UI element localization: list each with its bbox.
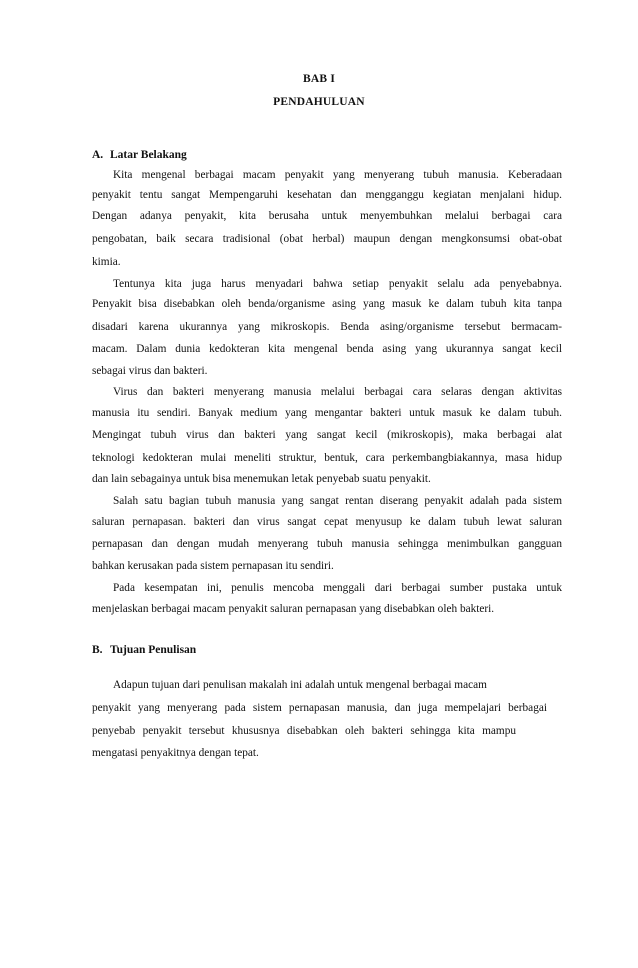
paragraph-line: penyebab penyakit tersebut khususnya disebabkan oleh bakteri sehingga kita mampu <box>92 725 516 737</box>
paragraph-line: Kita mengenal berbagai macam penyakit yang menyerang tubuh manusia. Keberadaan <box>113 169 562 181</box>
section-a-title: Latar Belakang <box>110 149 187 161</box>
paragraph-line: Penyakit bisa disebabkan oleh benda/organisme asing yang masuk ke dalam tubuh kita tanpa <box>92 298 562 310</box>
paragraph-line: Salah satu bagian tubuh manusia yang sangat rentan diserang penyakit adalah pada sistem <box>113 495 562 507</box>
paragraph-line: penyakit tentu sangat Mempengaruhi kesehatan dan mengganggu kegiatan menjalani hidup. <box>92 189 562 201</box>
paragraph-line: sebagai virus dan bakteri. <box>92 365 208 377</box>
paragraph-line: dan lain sebagainya untuk bisa menemukan letak penyebab suatu penyakit. <box>92 473 431 485</box>
paragraph-line: menjelaskan berbagai macam penyakit saluran pernapasan yang disebabkan oleh bakteri. <box>92 603 495 615</box>
section-b-title: Tujuan Penulisan <box>110 644 197 656</box>
paragraph-line: manusia itu sendiri. Banyak medium yang mengantar bakteri untuk masuk ke dalam tubuh. <box>92 407 562 419</box>
paragraph-line: pernapasan dan dengan mudah menyerang tubuh manusia sehingga menimbulkan gangguan <box>92 538 562 550</box>
chapter-number: BAB I <box>303 73 335 85</box>
paragraph-line: teknologi kedokteran mulai meneliti struktur, bentuk, cara perkembangbiakannya, masa hidup <box>92 452 562 464</box>
paragraph-line: Mengingat tubuh virus dan bakteri yang sangat kecil (mikroskopis), maka berbagai alat <box>92 429 562 441</box>
paragraph-line: disadari karena ukurannya yang mikroskopis. Benda asing/organisme tersebut bermacam- <box>92 321 562 333</box>
paragraph-line: penyakit yang menyerang pada sistem pernapasan manusia, dan juga mempelajari berbagai <box>92 702 547 714</box>
paragraph-line: Virus dan bakteri menyerang manusia melalui berbagai cara selaras dengan aktivitas <box>113 386 562 398</box>
paragraph-line: Adapun tujuan dari penulisan makalah ini adalah untuk mengenal berbagai macam <box>113 679 487 691</box>
section-a-heading <box>92 149 187 161</box>
paragraph-line: kimia. <box>92 256 121 268</box>
section-b-number: B. <box>92 644 103 656</box>
paragraph-line: bahkan kerusakan pada sistem pernapasan itu sendiri. <box>92 560 334 572</box>
chapter-title: PENDAHULUAN <box>273 96 365 108</box>
section-a-number: A. <box>92 149 104 161</box>
paragraph-line: mengatasi penyakitnya dengan tepat. <box>92 747 259 759</box>
paragraph-line: saluran pernapasan. bakteri dan virus sangat cepat menyusup ke dalam tubuh lewat saluran <box>92 516 562 528</box>
paragraph-line: pengobatan, baik secara tradisional (obat herbal) maupun dengan mengkonsumsi obat-obat <box>92 233 562 245</box>
paragraph-line: Tentunya kita juga harus menyadari bahwa setiap penyakit selalu ada penyebabnya. <box>113 278 562 290</box>
section-b-heading <box>92 644 196 656</box>
paragraph-line: Dengan adanya penyakit, kita berusaha untuk menyembuhkan melalui berbagai cara <box>92 210 562 222</box>
paragraph-line: Pada kesempatan ini, penulis mencoba menggali dari berbagai sumber pustaka untuk <box>113 582 562 594</box>
paragraph-line: macam. Dalam dunia kedokteran kita mengenal benda asing yang ukurannya sangat kecil <box>92 343 562 355</box>
